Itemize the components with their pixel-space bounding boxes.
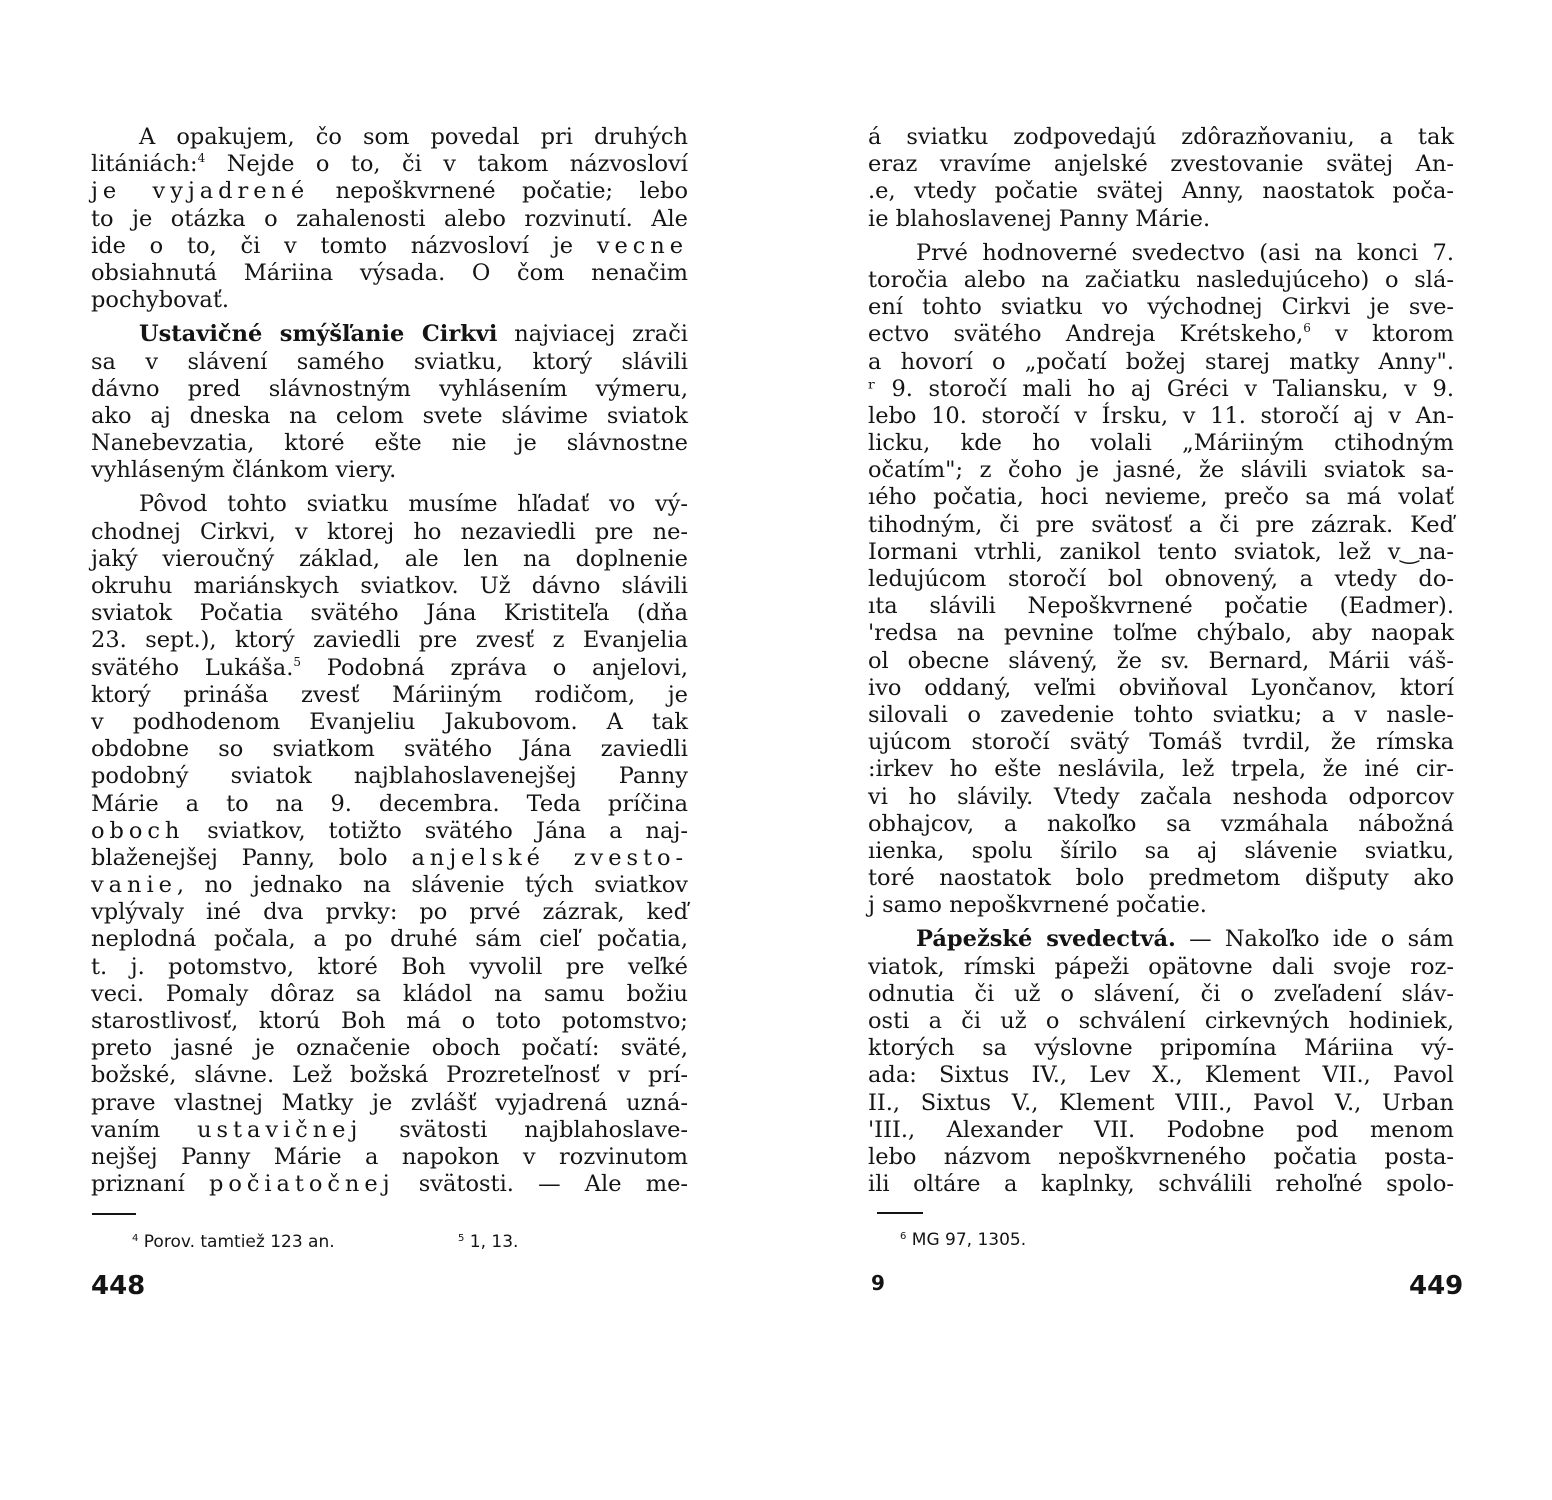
text-line: eraz vravíme anjelské zvestovanie svätej An-: [868, 151, 1454, 178]
text-line: vyhláseným článkom viery.: [91, 457, 397, 484]
text-line: Pôvod tohto sviatku musíme hľadať vo vý-: [139, 491, 688, 518]
text-line: osti a či už o schválení cirkevných hodiniek,: [868, 1008, 1454, 1034]
text-line: 23. sept.), ktorý zaviedli pre zvesť z Evanjelia: [91, 627, 688, 654]
footnote-4-mark: 4: [132, 1233, 139, 1244]
text-line: .e, vtedy počatie svätej Anny, naostatok poča-: [868, 178, 1454, 205]
text-line: ako aj dneska na celom svete slávime sviatok: [91, 402, 688, 429]
text-line: ectvo svätého Andreja Krétskeho,$^6$ v ktorom: [868, 321, 1455, 348]
text-line: Iormani vtrhli, zanikol tento sviatok, lež v‿na-: [868, 538, 1454, 565]
text-line: t. j. potomstvo, ktoré Boh vyvolil pre veľké: [91, 953, 688, 980]
text-line: obdobne so sviatkom svätého Jána zaviedli: [91, 736, 688, 763]
footnote-rule: [877, 1212, 923, 1214]
text-line: ıta slávili Nepoškvrnené počatie (Eadmer).: [868, 593, 1454, 620]
text-line: Prvé hodnoverné svedectvo (asi na konci 7.: [916, 239, 1454, 266]
page-number-right: 449: [1409, 1271, 1464, 1301]
text-line: j samo nepoškvrnené počatie.: [868, 892, 1207, 919]
text-line: jaký vieroučný základ, ale len na doplnenie: [91, 545, 688, 572]
footnote-6: [900, 1230, 1026, 1250]
text-line: je vyjadrené nepoškvrnené počatie; lebo: [91, 178, 688, 205]
text-line: podobný sviatok najblahoslavenejšej Panny: [91, 763, 688, 790]
text-line: chodnej Cirkvi, v ktorej ho nezaviedli pre ne-: [91, 518, 688, 545]
text-line: obhajcov, a nakoľko sa vzmáhala nábožná: [868, 810, 1454, 837]
text-line: preto jasné je označenie oboch počatí: sväté,: [91, 1035, 688, 1062]
footnote-5-text: 1, 13.: [469, 1232, 519, 1252]
footnote-6-text: MG 97, 1305.: [911, 1230, 1027, 1250]
text-line: ol obecne slávený, že sv. Bernard, Márii váš-: [868, 647, 1454, 674]
text-line: Pápežské svedectvá. — Nakoľko ide o sám: [916, 926, 1454, 953]
text-line: to je otázka o zahalenosti alebo rozvinutí. Ale: [91, 205, 688, 232]
text-line: ktorých sa výslovne pripomína Máriina vý-: [868, 1035, 1454, 1062]
text-line: sa v slávení samého sviatku, ktorý slávili: [91, 348, 688, 375]
text-line: pochybovať.: [91, 287, 230, 314]
footnote-6-mark: 6: [900, 1231, 907, 1242]
left-text-column: [91, 124, 688, 1198]
text-line: a hovorí o „počatí božej starej matky Anny".: [868, 348, 1454, 375]
text-line: A opakujem, čo som povedal pri druhých: [139, 124, 688, 150]
text-line: á sviatku zodpovedajú zdôrazňovaniu, a tak: [868, 124, 1454, 150]
text-line: ktorý prináša zvesť Máriiným rodičom, je: [91, 681, 688, 708]
text-line: tihodným, či pre svätosť a či pre zázrak. Keď: [868, 511, 1454, 538]
footnote-5-mark: 5: [458, 1233, 465, 1244]
text-line: v podhodenom Evanjeliu Jakubovom. A tak: [91, 708, 688, 735]
text-line: očatím"; z čoho je jasné, že slávili sviatok sa-: [868, 457, 1454, 484]
text-line: vanie, no jednako na slávenie tých sviatkov: [91, 872, 688, 899]
footnote-4-text: Porov. tamtiež 123 an.: [143, 1232, 335, 1252]
text-line: oboch sviatkov, totižto svätého Jána a naj-: [91, 817, 688, 844]
text-line: nejšej Panny Márie a napokon v rozvinutom: [91, 1143, 688, 1170]
text-line: Márie a to na 9. decembra. Teda príčina: [91, 790, 688, 817]
text-line: ie blahoslavenej Panny Márie.: [868, 205, 1211, 232]
text-line: priznaní počiatočnej svätosti. — Ale me-: [91, 1171, 688, 1198]
text-line: svätého Lukáša.$^5$ Podobná zpráva o anjelovi,: [91, 654, 688, 681]
footnote-5: [458, 1232, 518, 1252]
page-number-left: 448: [91, 1271, 146, 1301]
text-line: vplývaly iné dva prvky: po prvé zázrak, keď: [91, 899, 688, 926]
text-line: Nanebevzatia, ktoré ešte nie je slávnostne: [91, 430, 688, 457]
text-line: ili oltáre a kaplnky, schválili rehoľné spolo-: [868, 1171, 1454, 1198]
text-line: vi ho slávily. Vtedy začala neshoda odporcov: [868, 783, 1454, 810]
text-line: okruhu mariánskych sviatkov. Už dávno slávili: [91, 573, 688, 599]
text-line: litániách:$^4$ Nejde o to, či v takom názvosloví: [91, 151, 688, 178]
text-line: ledujúcom storočí bol obnovený, a vtedy do-: [868, 566, 1454, 592]
text-line: neplodná počala, a po druhé sám cieľ počatia,: [91, 926, 688, 953]
text-line: lebo 10. storočí v Írsku, v 11. storočí aj v An-: [868, 402, 1454, 429]
text-line: vaním ustavičnej svätosti najblahoslave-: [91, 1116, 688, 1143]
text-line: veci. Pomaly dôraz sa kládol na samu božiu: [91, 980, 688, 1007]
text-line: 'redsa na pevnine toľme chýbalo, aby naopak: [868, 620, 1454, 647]
text-line: prave vlastnej Matky je zvlášť vyjadrená uzná-: [91, 1089, 688, 1116]
right-page: [776, 0, 1552, 1500]
text-line: sviatok Počatia svätého Jána Kristiteľa (dňa: [91, 600, 688, 627]
text-line: :irkev ho ešte neslávila, lež trpela, že iné cir-: [868, 756, 1454, 783]
text-line: silovali o zavedenie tohto sviatku; a v nasle-: [868, 701, 1454, 728]
text-line: dávno pred slávnostným vyhlásením výmeru,: [91, 375, 688, 402]
text-line: viatok, rímski pápeži opätovne dali svoje roz-: [868, 953, 1454, 980]
footnote-4: [132, 1232, 335, 1252]
text-line: ıého počatia, hoci nevieme, prečo sa má volať: [868, 484, 1454, 511]
text-line: 'III., Alexander VII. Podobne pod menom: [868, 1116, 1454, 1143]
text-line: božské, slávne. Lež božská Prozreteľnosť v prí-: [91, 1062, 688, 1089]
text-line: ení tohto sviatku vo východnej Cirkvi je sve-: [868, 294, 1454, 321]
text-line: toročia alebo na začiatku nasledujúceho) o slá-: [868, 266, 1454, 293]
text-line: blaženejšej Panny, bolo anjelské zvesto-: [91, 844, 688, 871]
text-line: licku, kde ho volali „Máriiným ctihodným: [868, 430, 1454, 457]
edge-mark: 9: [871, 1271, 885, 1295]
text-line: ide o to, či v tomto názvosloví je vecne: [91, 232, 688, 259]
right-text-column: [868, 124, 1454, 1198]
text-line: lebo názvom nepoškvrneného počatia posta-: [868, 1143, 1454, 1170]
footnote-rule: [92, 1213, 136, 1215]
text-line: obsiahnutá Máriina výsada. O čom nenačim: [91, 259, 688, 286]
text-line: Ustavičné smýšľanie Cirkvi najviacej zrači: [139, 321, 688, 348]
text-line: toré naostatok bolo predmetom dišputy ako: [868, 865, 1454, 892]
text-line: ujúcom storočí svätý Tomáš tvrdil, že rímska: [868, 729, 1454, 756]
text-line: ʳ 9. storočí mali ho aj Gréci v Taliansku, v 9.: [868, 375, 1454, 402]
text-line: starostlivosť, ktorú Boh má o toto potomstvo;: [91, 1008, 688, 1034]
text-line: ıienka, spolu šírilo sa aj slávenie sviatku,: [868, 837, 1454, 864]
text-line: ada: Sixtus IV., Lev X., Klement VII., Pavol: [868, 1062, 1454, 1089]
text-line: ivo oddaný, veľmi obviňoval Lyončanov, ktorí: [868, 674, 1454, 701]
text-line: II., Sixtus V., Klement VIII., Pavol V., Urban: [868, 1089, 1454, 1116]
text-line: odnutia či už o slávení, či o zveľadení sláv-: [868, 980, 1454, 1007]
